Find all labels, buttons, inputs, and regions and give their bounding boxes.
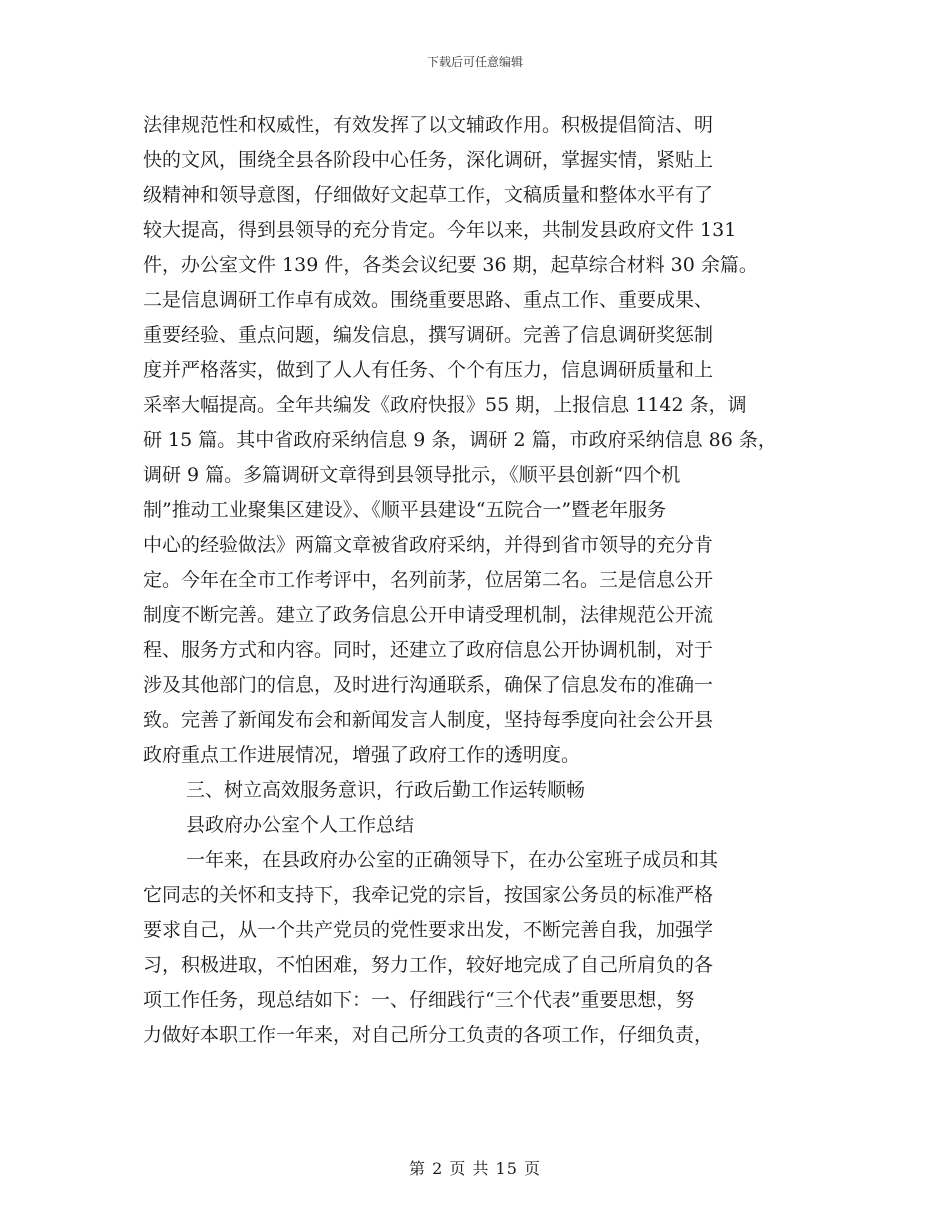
- document-body: [143, 108, 823, 1053]
- body-line: 级精神和领导意图，仔细做好文起草工作，文稿质量和整体水平有了: [143, 184, 714, 206]
- body-line: 致。完善了新闻发布会和新闻发言人制度，坚持每季度向社会公开县: [143, 709, 714, 731]
- body-line: 涉及其他部门的信息，及时进行沟通联系，确保了信息发布的准确一: [143, 674, 714, 696]
- page-number-footer: 第 2 页 共 15 页: [409, 1159, 541, 1178]
- body-line: 力做好本职工作一年来，对自己所分工负责的各项工作，仔细负责，: [143, 1024, 714, 1046]
- paragraph-start-line: 一年来，在县政府办公室的正确领导下，在办公室班子成员和其: [186, 849, 719, 871]
- body-line: 采率大幅提高。全年共编发《政府快报》55 期，上报信息 1142 条，调: [143, 394, 747, 416]
- body-line: 定。今年在全市工作考评中，名列前茅，位居第二名。三是信息公开: [143, 569, 714, 591]
- body-line: 调研 9 篇。多篇调研文章得到县领导批示，《顺平县创新“四个机: [143, 464, 681, 486]
- body-line: 二是信息调研工作卓有成效。围绕重要思路、重点工作、重要成果、: [143, 289, 714, 311]
- body-line: 较大提高，得到县领导的充分肯定。今年以来，共制发县政府文件 131: [143, 219, 737, 241]
- body-line: 政府重点工作进展情况，增强了政府工作的透明度。: [143, 744, 581, 766]
- body-line: 件，办公室文件 139 件，各类会议纪要 36 期，起草综合材料 30 余篇。: [143, 254, 758, 276]
- page-header: 下载后可任意编辑: [426, 55, 523, 69]
- subtitle: 县政府办公室个人工作总结: [186, 814, 415, 836]
- body-line: 研 15 篇。其中省政府采纳信息 9 条，调研 2 篇，市政府采纳信息 86 条，: [143, 429, 777, 451]
- section-heading: 三、树立高效服务意识，行政后勤工作运转顺畅: [186, 779, 586, 801]
- body-line: 它同志的关怀和支持下，我牵记党的宗旨，按国家公务员的标准严格: [143, 884, 714, 906]
- body-line: 制度不断完善。建立了政务信息公开申请受理机制，法律规范公开流: [143, 604, 714, 626]
- body-line: 制”推动工业聚集区建设》、《顺平县建设“五院合一”暨老年服务: [143, 499, 667, 521]
- body-line: 法律规范性和权威性，有效发挥了以文辅政作用。积极提倡简洁、明: [143, 114, 714, 136]
- body-line: 重要经验、重点问题，编发信息，撰写调研。完善了信息调研奖惩制: [143, 324, 714, 346]
- body-line: 习，积极进取，不怕困难，努力工作，较好地完成了自己所肩负的各: [143, 954, 714, 976]
- body-line: 程、服务方式和内容。同时，还建立了政府信息公开协调机制，对于: [143, 639, 714, 661]
- body-line: 度并严格落实，做到了人人有任务、个个有压力，信息调研质量和上: [143, 359, 714, 381]
- body-line: 项工作任务，现总结如下：一、仔细践行“三个代表”重要思想，努: [143, 989, 695, 1011]
- body-line: 中心的经验做法》两篇文章被省政府采纳，并得到省市领导的充分肯: [143, 534, 714, 556]
- body-line: 快的文风，围绕全县各阶段中心任务，深化调研，掌握实情，紧贴上: [143, 149, 714, 171]
- body-line: 要求自己，从一个共产党员的党性要求出发，不断完善自我，加强学: [143, 919, 714, 941]
